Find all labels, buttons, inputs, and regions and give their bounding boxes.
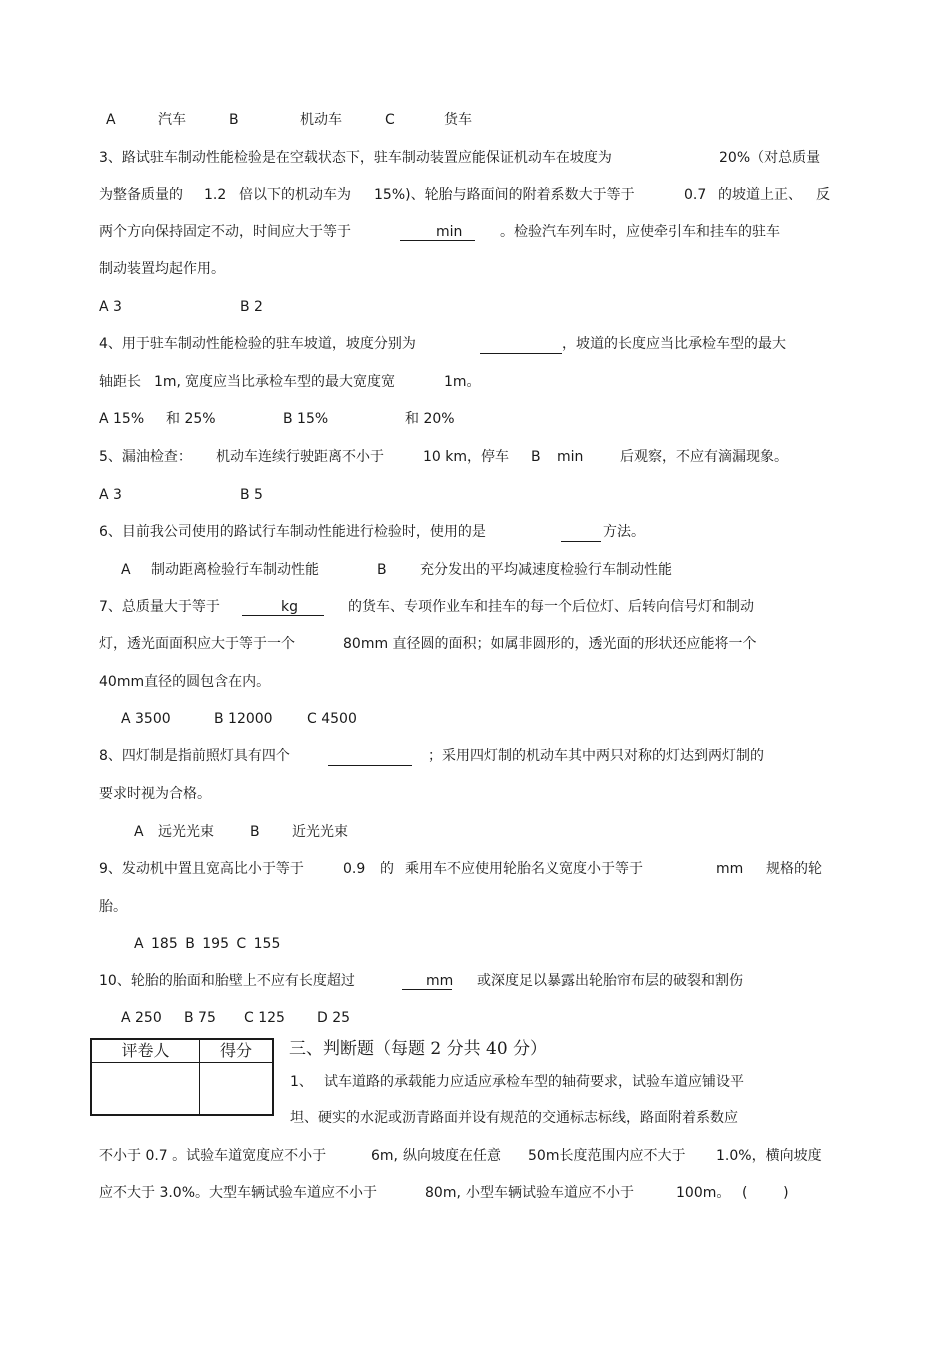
q8-option-b-letter: B (250, 824, 260, 840)
q10-option-d: D 25 (317, 1010, 351, 1026)
q4-option-b-2: 和 20% (405, 411, 455, 427)
q4-line1-a: 4、用于驻车制动性能检验的驻车坡道，坡度分别为 (99, 336, 416, 352)
s3-q1-line3-e: 1.0%，横向坡度 (716, 1148, 822, 1164)
q6-answer-blank[interactable] (561, 541, 601, 542)
q3-blank-unit: min (436, 224, 463, 240)
score-cell[interactable] (200, 1063, 273, 1116)
q7-blank-unit: kg (281, 599, 298, 615)
q5-line1-f: 后观察，不应有滴漏现象。 (620, 449, 788, 465)
q2-option-c-text: 货车 (444, 112, 472, 128)
q7-line2-a: 灯，透光面面积应大于等于一个 (99, 636, 295, 652)
q3-option-b: B 2 (240, 299, 263, 315)
q5-line1-b: 机动车连续行驶距离不小于 (216, 449, 384, 465)
q6-line1-a: 6、目前我公司使用的路试行车制动性能进行检验时，使用的是 (99, 524, 486, 540)
s3-q1-line4-b: 80m, (425, 1185, 461, 1201)
q10-option-c: C 125 (244, 1010, 285, 1026)
q2-option-a-letter: A (106, 112, 116, 128)
q8-option-b-text: 近光光束 (292, 824, 348, 840)
q5-option-b: B 5 (240, 487, 263, 503)
q2-option-c-letter: C (385, 112, 395, 128)
score-header: 得分 (200, 1039, 273, 1063)
q9-line1-f: 规格的轮 (766, 861, 822, 877)
s3-q1-line1: 试车道路的承载能力应适应承检车型的轴荷要求，试验车道应铺设平 (324, 1074, 744, 1090)
q8-option-a-text: 远光光束 (158, 824, 214, 840)
s3-q1-number: 1、 (290, 1074, 313, 1090)
s3-q1-line3-c: 纵向坡度在任意 (403, 1148, 501, 1164)
s3-q1-line4-c: 小型车辆试验车道应不小于 (466, 1185, 634, 1201)
q3-line2-g: 反 (816, 187, 830, 203)
q7-answer-blank[interactable] (242, 615, 324, 616)
q10-blank-unit: mm (426, 973, 454, 989)
q10-line1-a: 10、轮胎的胎面和胎壁上不应有长度超过 (99, 973, 355, 989)
q6-line1-b: 方法。 (603, 524, 645, 540)
q6-option-b-text: 充分发出的平均减速度检验行车制动性能 (420, 562, 672, 578)
q5-line1-c: 10 km，停车 (423, 449, 510, 465)
q3-line2-e: 0.7 (684, 187, 707, 203)
s3-q1-line3-a: 不小于 0.7 。试验车道宽度应不小于 (99, 1148, 327, 1164)
q7-option-c: C 4500 (307, 711, 357, 727)
q10-option-b: B 75 (184, 1010, 216, 1026)
score-table (90, 1038, 274, 1116)
reviewer-header: 评卷人 (91, 1039, 200, 1063)
q4-line2-d: 1m。 (444, 374, 481, 390)
q8-answer-blank[interactable] (328, 765, 412, 766)
q5-line1-e: min (557, 449, 584, 465)
s3-q1-line3-b: 6m, (371, 1148, 398, 1164)
s3-q1-line2: 坦、硬实的水泥或沥青路面并设有规范的交通标志标线，路面附着系数应 (290, 1110, 738, 1126)
q3-line3-a: 两个方向保持固定不动，时间应大于等于 (99, 224, 351, 240)
q10-line1-b: 或深度足以暴露出轮胎帘布层的破裂和割伤 (477, 973, 743, 989)
q3-line2-b: 1.2 (204, 187, 227, 203)
q4-line2-c: 宽度应当比承检车型的最大宽度宽 (185, 374, 395, 390)
q7-line1-b: 的货车、专项作业车和挂车的每一个后位灯、后转向信号灯和制动 (348, 599, 754, 615)
q2-option-b-text: 机动车 (300, 112, 342, 128)
q3-line1-text: 3、路试驻车制动性能检验是在空载状态下，驻车制动装置应能保证机动车在坡度为 (99, 150, 612, 166)
q2-option-b-letter: B (229, 112, 239, 128)
q6-option-a-text: 制动距离检验行车制动性能 (151, 562, 319, 578)
q4-option-a-2: 和 25% (166, 411, 216, 427)
q3-option-a: A 3 (99, 299, 122, 315)
q4-option-a: A 15% (99, 411, 145, 427)
q4-answer-blank[interactable] (480, 353, 562, 354)
q8-line2: 要求时视为合格。 (99, 786, 211, 802)
q8-line1-b: ；采用四灯制的机动车其中两只对称的灯达到两灯制的 (428, 748, 764, 764)
q7-option-b: B 12000 (214, 711, 273, 727)
s3-q1-line4-a: 应不大于 3.0%。大型车辆试验车道应不小于 (99, 1185, 378, 1201)
q5-line1-d: B (531, 449, 541, 465)
q9-line1-a: 9、发动机中置且宽高比小于等于 (99, 861, 304, 877)
reviewer-cell[interactable] (91, 1063, 200, 1116)
q4-line2-b: 1m, (154, 374, 181, 390)
q7-line2-b: 80mm 直径圆的面积；如属非圆形的，透光面的形状还应能将一个 (343, 636, 757, 652)
q10-option-a: A 250 (121, 1010, 162, 1026)
q2-option-a-text: 汽车 (158, 112, 186, 128)
q4-line2-a: 轴距长 (99, 374, 141, 390)
q3-line2-f: 的坡道上正、 (718, 187, 802, 203)
q8-option-a-letter: A (134, 824, 144, 840)
q5-line1-a: 5、漏油检查： (99, 449, 192, 465)
q6-option-b-letter: B (377, 562, 387, 578)
q8-line1-a: 8、四灯制是指前照灯具有四个 (99, 748, 290, 764)
s3-q1-answer-paren[interactable]: ( ) (742, 1185, 789, 1201)
q3-answer-blank[interactable] (400, 240, 475, 241)
q3-line4: 制动装置均起作用。 (99, 261, 225, 277)
s3-q1-line3-d: 50m长度范围内应不大于 (528, 1148, 686, 1164)
q5-option-a: A 3 (99, 487, 122, 503)
q7-line3: 40mm直径的圆包含在内。 (99, 674, 271, 690)
q6-option-a-letter: A (121, 562, 131, 578)
q4-line1-b: ，坡道的长度应当比承检车型的最大 (562, 336, 786, 352)
q9-line1-d: 乘用车不应使用轮胎名义宽度小于等于 (405, 861, 643, 877)
q9-line2: 胎。 (99, 899, 127, 915)
q9-options: A 185 B 195 C 155 (134, 936, 281, 952)
q4-option-b: B 15% (283, 411, 329, 427)
q3-line2-a: 为整备质量的 (99, 187, 183, 203)
q9-line1-e: mm (716, 861, 744, 877)
q9-line1-b: 0.9 (343, 861, 366, 877)
q7-option-a: A 3500 (121, 711, 171, 727)
q7-line1-a: 7、总质量大于等于 (99, 599, 220, 615)
section-title: 三、判断题（每题 2 分共 40 分） (289, 1039, 548, 1059)
q3-line1-tail: 20%（对总质量 (719, 150, 821, 166)
s3-q1-line4-d: 100m。 (676, 1185, 731, 1201)
q3-line3-b: 。检验汽车列车时，应使牵引车和挂车的驻车 (500, 224, 780, 240)
q10-answer-blank[interactable] (402, 989, 452, 990)
q3-line2-d: 15%)、轮胎与路面间的附着系数大于等于 (374, 187, 635, 203)
q3-line2-c: 倍以下的机动车为 (239, 187, 351, 203)
q9-line1-c: 的 (380, 861, 394, 877)
